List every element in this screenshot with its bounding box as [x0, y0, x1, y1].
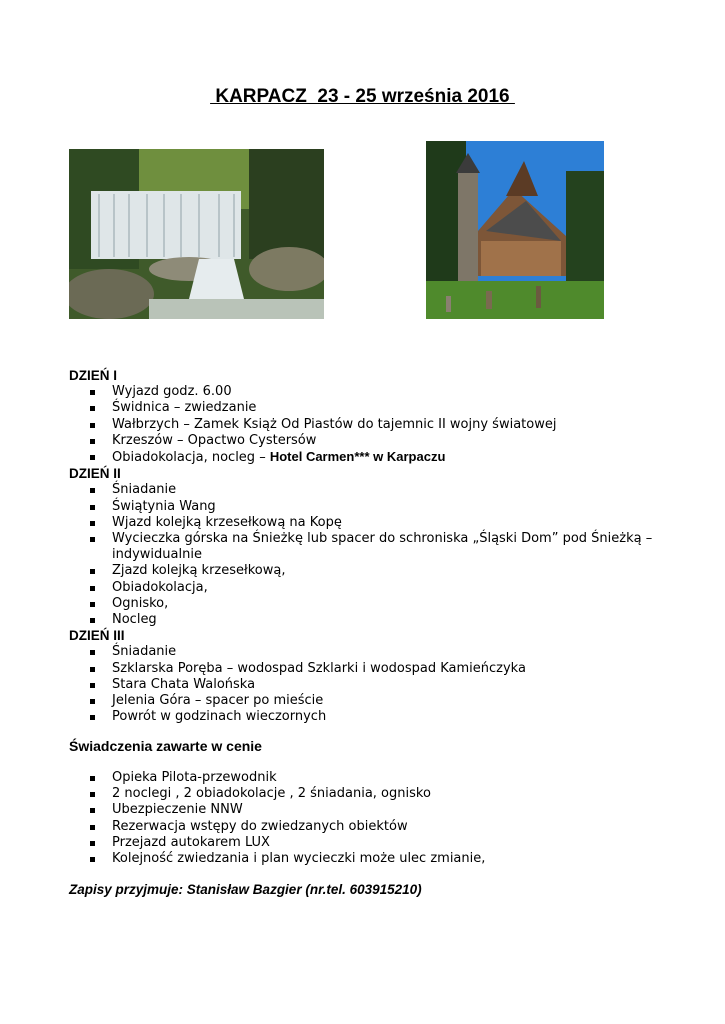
list-item: Przejazd autokarem LUX — [69, 835, 669, 851]
wang-church-photo — [426, 141, 604, 319]
day-heading: DZIEŃ III — [69, 628, 125, 644]
day-2 — [69, 466, 669, 628]
list-item: Kolejność zwiedzania i plan wycieczki może ulec zmianie, — [69, 851, 669, 867]
list-item: Śniadanie — [69, 482, 669, 498]
day-heading: DZIEŃ I — [69, 368, 118, 383]
list-item: Ubezpieczenie NNW — [69, 802, 669, 818]
list-item: Stara Chata Walońska — [69, 677, 669, 693]
list-item: Zjazd kolejką krzesełkową, — [69, 563, 669, 579]
list-item: Rezerwacja wstępy do zwiedzanych obiektów — [69, 819, 669, 835]
list-item: Świdnica – zwiedzanie — [69, 400, 669, 416]
hotel-name: Hotel Carmen*** w Karpaczu — [269, 449, 446, 465]
list-item: Ognisko, — [69, 596, 669, 612]
day-1 — [69, 368, 669, 466]
list-item: Wałbrzych – Zamek Książ Od Piastów do tajemnic II wojny światowej — [69, 417, 669, 433]
day-3 — [69, 628, 669, 725]
list-item: Jelenia Góra – spacer po mieście — [69, 693, 669, 709]
itinerary — [69, 368, 669, 725]
list-item: 2 noclegi , 2 obiadokolacje , 2 śniadania, ognisko — [69, 786, 669, 802]
list-item: Powrót w godzinach wieczornych — [69, 709, 669, 725]
list-item: Wjazd kolejką krzesełkową na Kopę — [69, 515, 669, 531]
item-text: Obiadokolacja, nocleg – — [112, 450, 270, 466]
list-item: Świątynia Wang — [69, 499, 669, 515]
list-item: Krzeszów – Opactwo Cystersów — [69, 433, 669, 449]
list-item: Wyjazd godz. 6.00 — [69, 384, 669, 400]
day-heading: DZIEŃ II — [69, 466, 121, 482]
list-item: Śniadanie — [69, 644, 669, 660]
list-item: Obiadokolacja, — [69, 580, 669, 596]
list-item: Nocleg — [69, 612, 669, 628]
page-title: KARPACZ 23 - 25 września 2016 — [210, 86, 515, 107]
list-item: Szklarska Poręba – wodospad Szklarki i wodospad Kamieńczyka — [69, 661, 669, 677]
list-item: Wycieczka górska na Śnieżkę lub spacer do schroniska „Śląski Dom” pod Śnieżką – indywidualnie — [69, 531, 669, 563]
waterfall-photo — [69, 149, 324, 319]
contact-footer: Zapisy przyjmuje: Stanisław Bazgier (nr.tel. 603915210) — [69, 882, 422, 897]
benefits-heading: Świadczenia zawarte w cenie — [69, 738, 262, 754]
list-item: Opieka Pilota-przewodnik — [69, 770, 669, 786]
list-item — [69, 449, 669, 466]
benefits-list — [69, 770, 669, 867]
